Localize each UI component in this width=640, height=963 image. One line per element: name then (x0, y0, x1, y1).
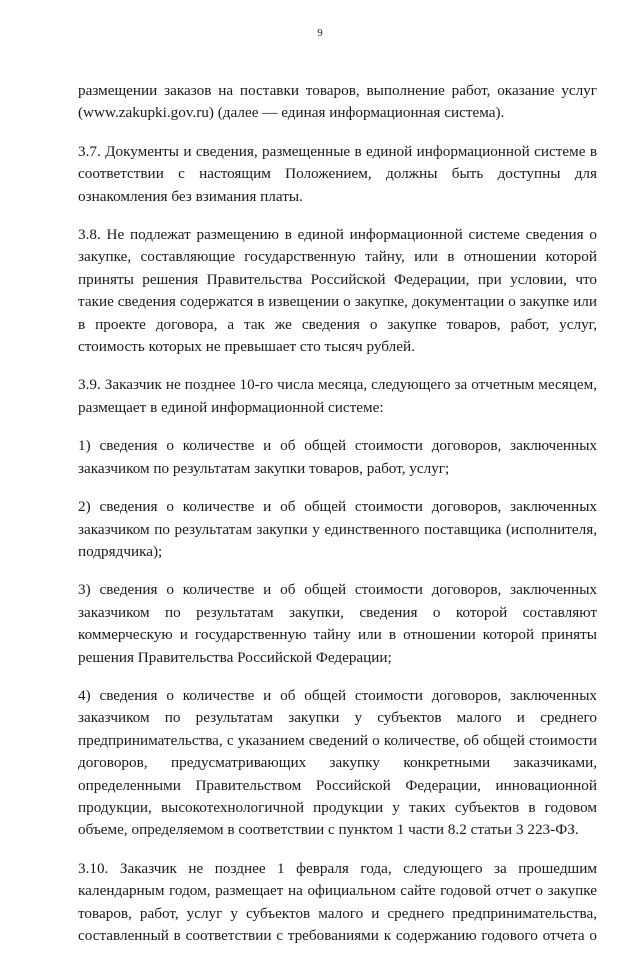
text-line: объеме, определяемом в соответствии с пунктом 1 части 8.2 статьи 3 223-ФЗ. (78, 821, 579, 839)
text-line: заказчиком по результатам закупки, сведения о которой составляют (78, 603, 597, 621)
text-line: 3) сведения о количестве и об общей стоимости договоров, заключенных (78, 581, 597, 599)
text-line: приняты решения Правительства Российской Федерации, при условии, что (78, 270, 597, 288)
text-line: 1) сведения о количестве и об общей стоимости договоров, заключенных (78, 437, 597, 455)
paragraph (78, 579, 597, 669)
text-line: товаров, работ, услуг у субъектов малого и среднего предпринимательства, (78, 904, 597, 922)
text-line: размещении заказов на поставки товаров, выполнение работ, оказание услуг (78, 82, 597, 99)
document-body (78, 80, 597, 963)
text-line: 3.8. Не подлежат размещению в единой информационной системе сведения о (78, 226, 597, 244)
text-line: составленный в соответствии с требованиями к содержанию годового отчета о (78, 927, 597, 944)
text-line: календарным годом, размещает на официальном сайте годовой отчет о закупке (78, 882, 597, 900)
paragraph (78, 141, 597, 208)
text-line: стоимость которых не превышает сто тысяч рублей. (78, 338, 415, 356)
paragraph (78, 224, 597, 358)
paragraph (78, 496, 597, 563)
text-line: подрядчика); (78, 542, 163, 560)
text-line: 3.7. Документы и сведения, размещенные в единой информационной системе в (78, 142, 597, 160)
text-line: (www.zakupki.gov.ru) (далее — единая информационная система). (78, 104, 505, 122)
text-line: соответствии с настоящим Положением, должны быть доступны для (78, 165, 597, 183)
paragraph (78, 435, 597, 480)
page-number: 9 (317, 27, 323, 39)
text-line: продукции, высокотехнологичной продукции у таких субъектов в годовом (78, 798, 597, 816)
text-line: решения Правительства Российской Федерации; (78, 648, 392, 666)
text-line: закупке, составляющие государственную тайну, или в отношении которой (78, 248, 597, 266)
text-line: такие сведения содержатся в извещении о закупке, документации о закупке или (78, 293, 597, 311)
paragraph (78, 685, 597, 842)
paragraph (78, 858, 597, 948)
text-line: заказчиком по результатам закупки у единственного поставщика (исполнителя, (78, 520, 597, 538)
text-line: размещает в единой информационной системе: (78, 398, 384, 416)
text-line: ознакомления без взимания платы. (78, 187, 303, 205)
text-line: коммерческую и государственную тайну или в отношении которой приняты (78, 626, 597, 644)
text-line: определенными Правительством Российской Федерации, инновационной (78, 776, 597, 794)
text-line: 4) сведения о количестве и об общей стоимости договоров, заключенных (78, 686, 597, 704)
text-line: в проекте договора, а так же сведения о закупке товаров, работ, услуг, (78, 315, 597, 333)
text-line: 2) сведения о количестве и об общей стоимости договоров, заключенных (78, 498, 597, 516)
text-line: заказчиком по результатам закупки у субъектов малого и среднего (78, 709, 597, 727)
paragraph (78, 80, 597, 125)
text-line: 3.9. Заказчик не позднее 10-го числа месяца, следующего за отчетным месяцем, (78, 376, 597, 394)
text-line: 3.10. Заказчик не позднее 1 февраля года, следующего за прошедшим (78, 859, 597, 877)
text-line: заказчиком по результатам закупки товаров, работ, услуг; (78, 459, 450, 477)
text-line: договоров, предусматривающих закупку конкретными заказчиками, (78, 754, 597, 772)
paragraph (78, 374, 597, 419)
text-line: предпринимательства, с указанием сведений о количестве, об общей стоимости (78, 731, 597, 749)
